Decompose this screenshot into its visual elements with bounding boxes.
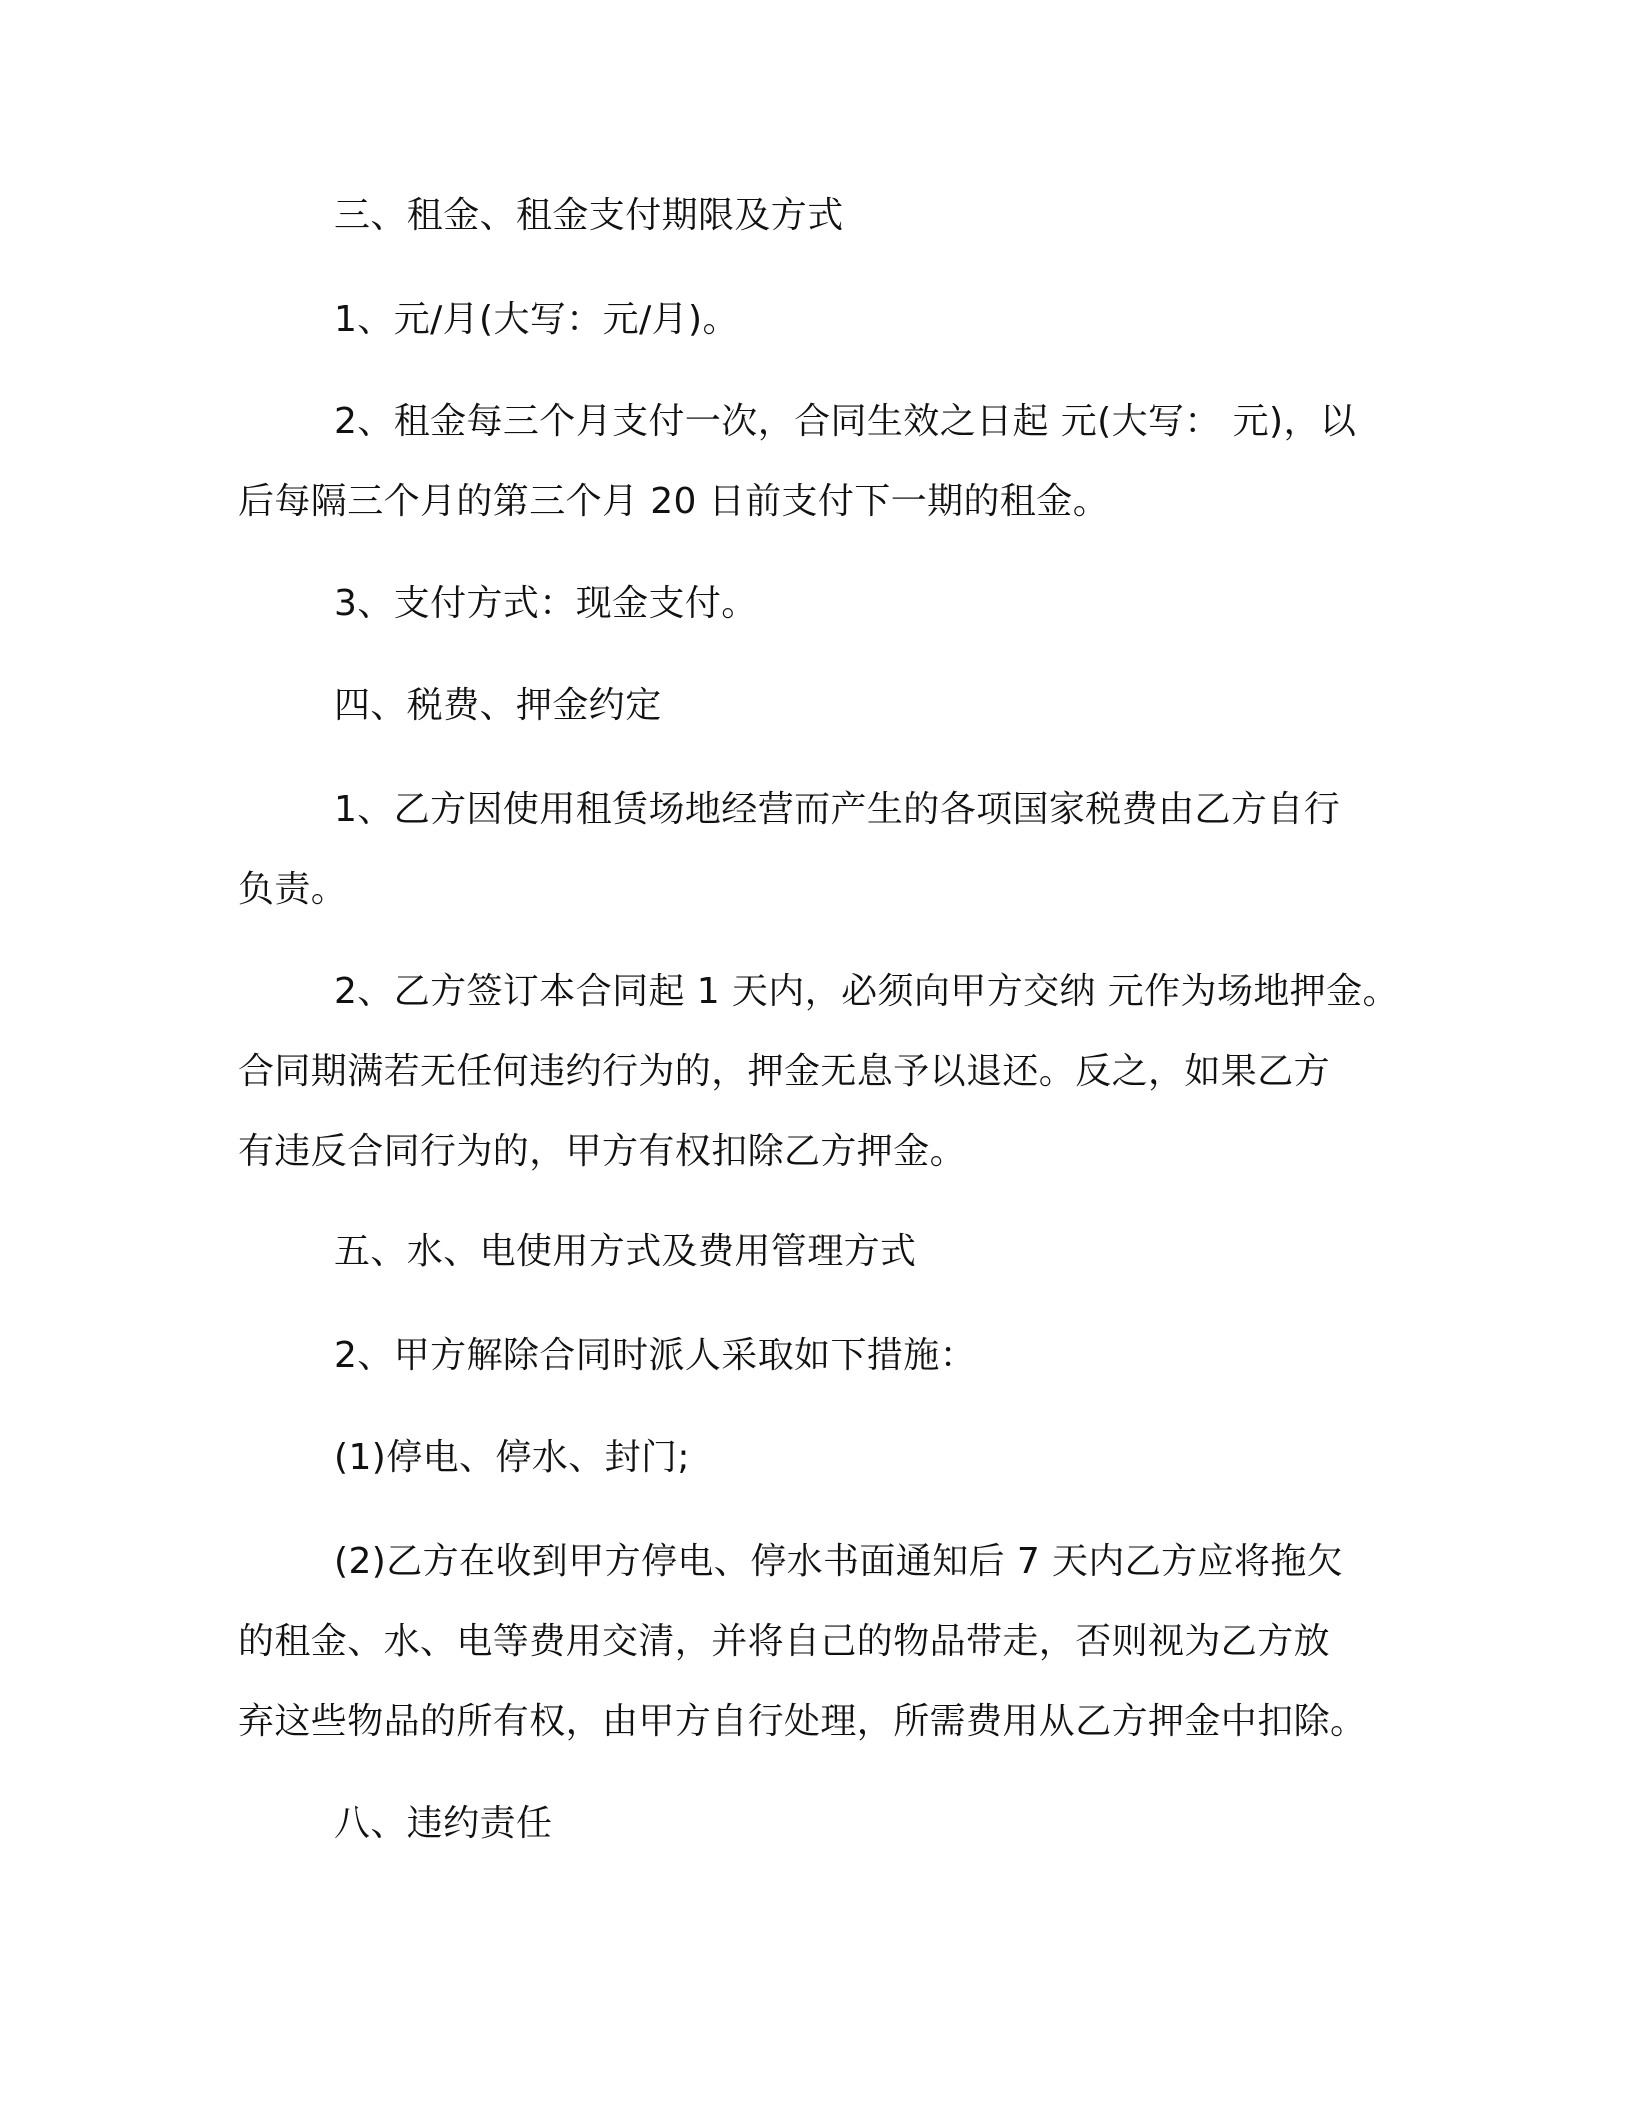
- section-heading-rent: 三、租金、租金支付期限及方式: [334, 195, 844, 236]
- paragraph-deposit-line-1: 2、乙方签订本合同起 1 天内，必须向甲方交纳 元作为场地押金。: [334, 971, 1399, 1012]
- paragraph-deposit-line-2: 合同期满若无任何违约行为的，押金无息予以退还。反之，如果乙方: [238, 1051, 1331, 1092]
- paragraph-termination-measures: 2、甲方解除合同时派人采取如下措施：: [334, 1335, 977, 1376]
- paragraph-tax-line-2: 负责。: [238, 869, 348, 910]
- section-heading-utilities: 五、水、电使用方式及费用管理方式: [334, 1231, 917, 1272]
- list-item-measure-2-line-3: 弃这些物品的所有权，由甲方自行处理，所需费用从乙方押金中扣除。: [238, 1701, 1367, 1742]
- section-heading-tax-deposit: 四、税费、押金约定: [334, 685, 662, 726]
- list-item-measure-2-line-2: 的租金、水、电等费用交清，并将自己的物品带走，否则视为乙方放: [238, 1621, 1331, 1662]
- paragraph-payment-method: 3、支付方式：现金支付。: [334, 583, 758, 624]
- paragraph-rent-amount: 1、元/月(大写：元/月)。: [334, 299, 739, 340]
- list-item-measure-2-line-1: (2)乙方在收到甲方停电、停水书面通知后 7 天内乙方应将拖欠: [334, 1541, 1344, 1582]
- paragraph-deposit-line-3: 有违反合同行为的，甲方有权扣除乙方押金。: [238, 1131, 967, 1172]
- section-heading-liability: 八、违约责任: [334, 1803, 553, 1844]
- list-item-measure-1: (1)停电、停水、封门;: [334, 1437, 690, 1478]
- paragraph-tax-line-1: 1、乙方因使用租赁场地经营而产生的各项国家税费由乙方自行: [334, 789, 1341, 830]
- paragraph-rent-schedule-line-2: 后每隔三个月的第三个月 20 日前支付下一期的租金。: [238, 481, 1110, 522]
- paragraph-rent-schedule-line-1: 2、租金每三个月支付一次，合同生效之日起 元(大写： 元)，以: [334, 401, 1357, 442]
